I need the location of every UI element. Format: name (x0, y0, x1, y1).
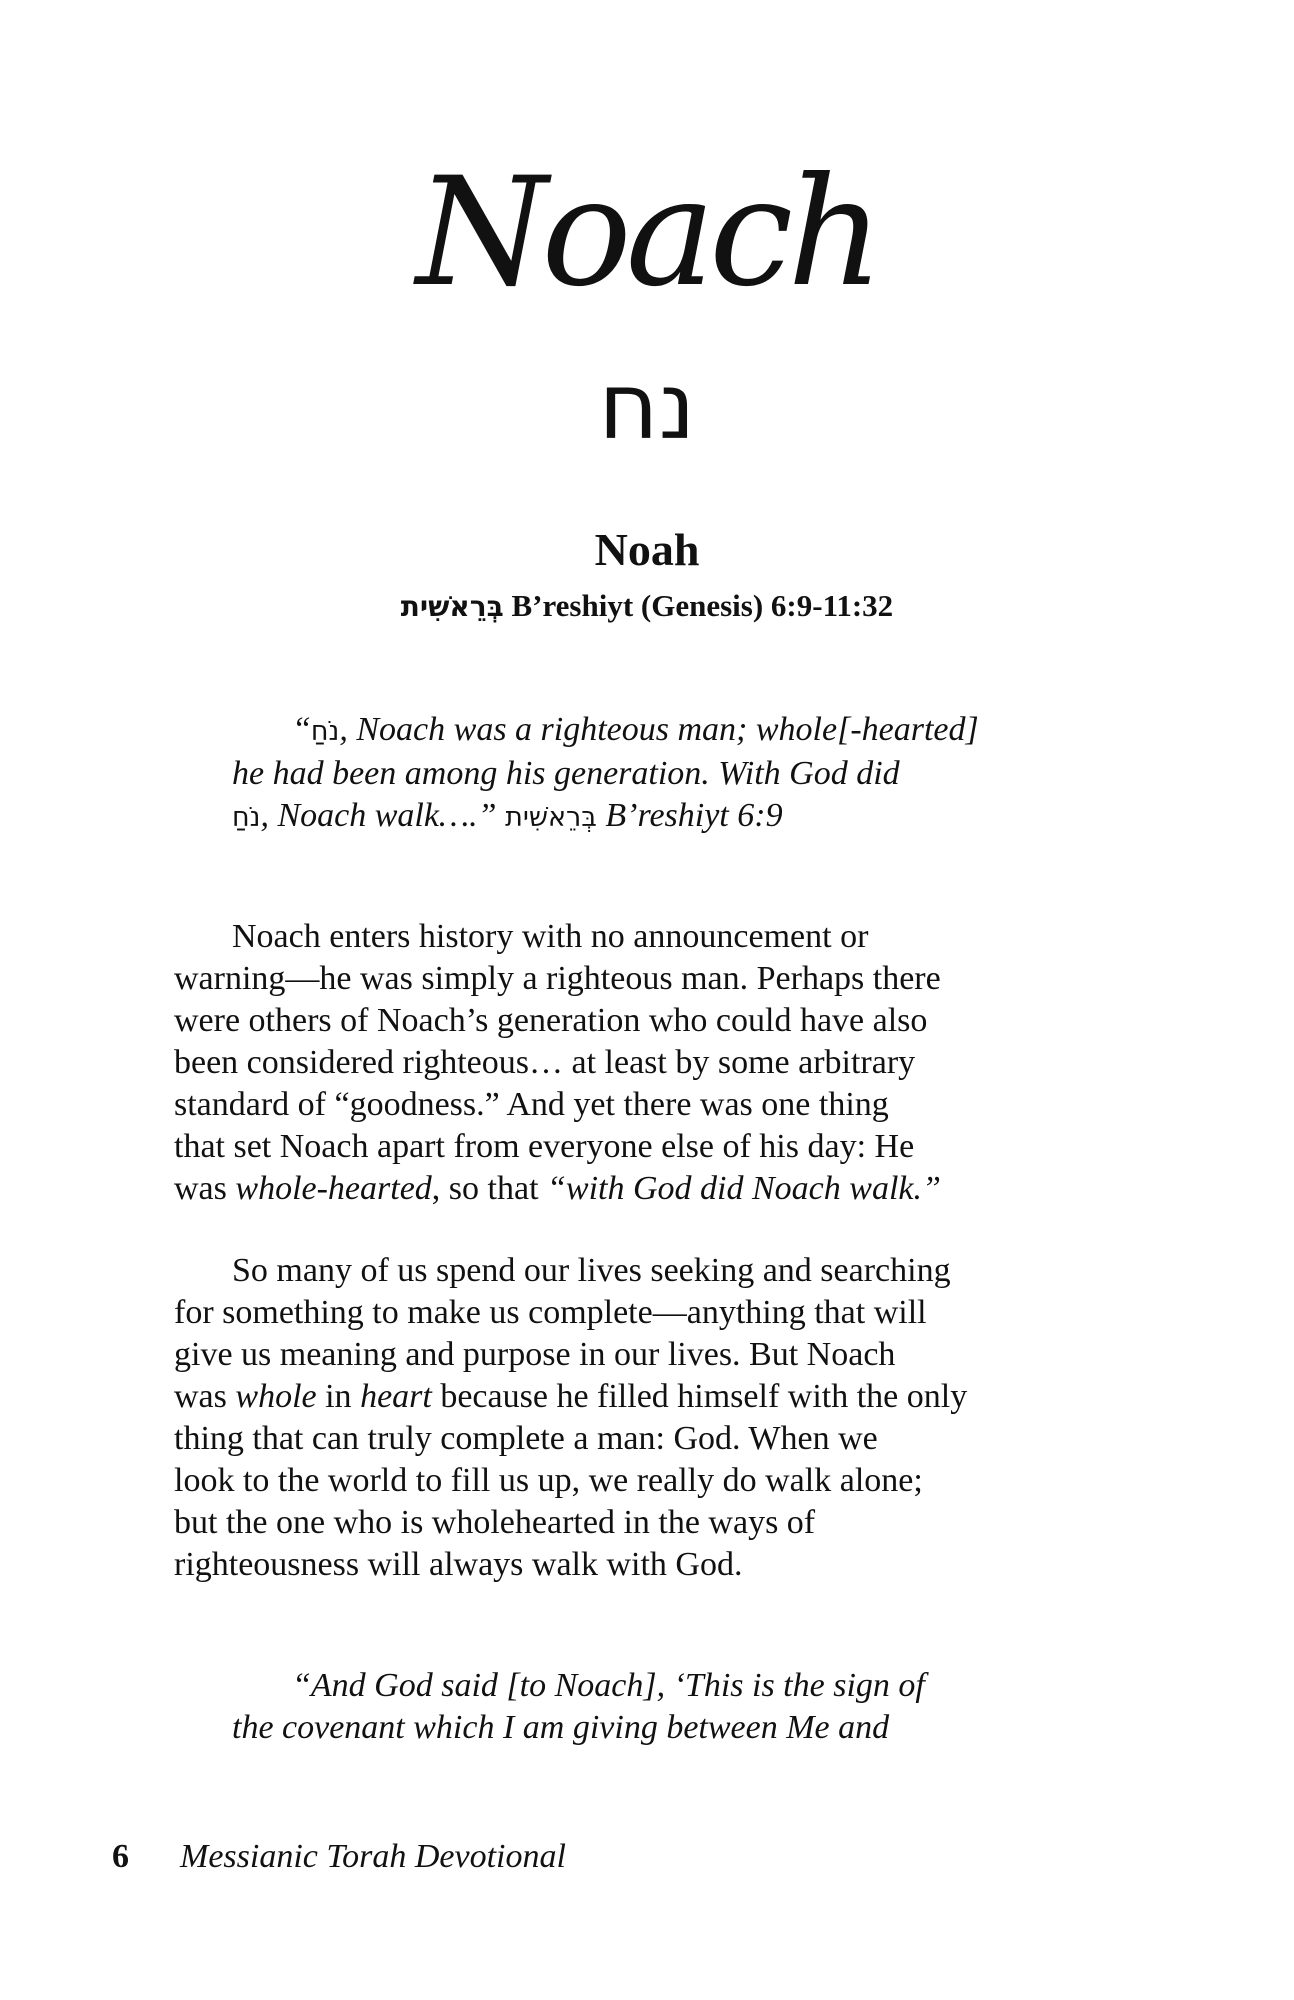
paragraph-line: warning—he was simply a righteous man. Perhaps there (174, 960, 941, 997)
emphasis: heart (360, 1378, 432, 1415)
text-run: was (174, 1170, 236, 1207)
paragraph-line: Noach enters history with no announcement or (232, 918, 869, 955)
text-run: , so that (431, 1170, 548, 1207)
paragraph-line: were others of Noach’s generation who could have also (174, 1002, 928, 1039)
script-title: Noach (416, 146, 878, 320)
subheading-hebrew: בְּרֵאשִׁית (400, 590, 504, 623)
paragraph-line: for something to make us complete—anything that will (174, 1294, 927, 1331)
page-footer (112, 1836, 566, 1878)
paragraph-line: been considered righteous… at least by some arbitrary (174, 1044, 916, 1081)
quote-hebrew-name: נֹחַ (232, 802, 261, 833)
text-run: because he filled himself with the only (431, 1378, 968, 1415)
text-run: in (316, 1378, 361, 1415)
quote-text: , Noach was a righteous man; whole[-hearted] (339, 711, 979, 748)
paragraph-line: thing that can truly complete a man: God. When we (174, 1420, 878, 1457)
paragraph-line (174, 1376, 1074, 1418)
emphasis: whole-hearted (235, 1170, 432, 1207)
quote-text: , Noach walk….” (260, 797, 506, 834)
paragraph-line: give us meaning and purpose in our lives. But Noach (174, 1336, 896, 1373)
quote-line: he had been among his generation. With God did (232, 755, 900, 792)
text-run: was (174, 1378, 236, 1415)
quote-line: the covenant which I am giving between Me and (232, 1709, 890, 1746)
paragraph-line: standard of “goodness.” And yet there was one thing (174, 1086, 889, 1123)
quote-line (232, 709, 1072, 753)
paragraph-line: look to the world to fill us up, we really do walk alone; (174, 1462, 923, 1499)
paragraph-line (174, 1168, 1074, 1210)
paragraph-line: So many of us spend our lives seeking and searching (232, 1252, 951, 1289)
paragraph-line: righteousness will always walk with God. (174, 1546, 743, 1583)
subheading-text: B’reshiyt (Genesis) 6:9-11:32 (511, 588, 894, 623)
quote-reference: B’reshiyt 6:9 (596, 797, 783, 834)
quote-reference-hebrew: בְּרֵאשִׁית (505, 802, 597, 833)
paragraph-line: but the one who is wholehearted in the ways of (174, 1504, 816, 1541)
hebrew-title: נח (598, 353, 696, 460)
page-subheading (0, 583, 1294, 630)
emphasis: “with God did Noach walk.” (547, 1170, 941, 1207)
book-title: Messianic Torah Devotional (180, 1838, 566, 1875)
page-number: 6 (112, 1838, 129, 1875)
paragraph-2 (174, 1250, 1074, 1586)
quote-open-mark: “ (292, 711, 311, 748)
opening-quote (232, 709, 1072, 839)
closing-quote (232, 1665, 1072, 1749)
paragraph-1 (174, 916, 1074, 1210)
quote-hebrew-name: נֹחַ (310, 716, 340, 747)
page-heading: Noah (594, 524, 700, 575)
quote-line: “And God said [to Noach], ‘This is the sign of (292, 1667, 925, 1704)
emphasis: whole (235, 1378, 317, 1415)
paragraph-line: that set Noach apart from everyone else of his day: He (174, 1128, 915, 1165)
quote-line (232, 795, 1072, 839)
